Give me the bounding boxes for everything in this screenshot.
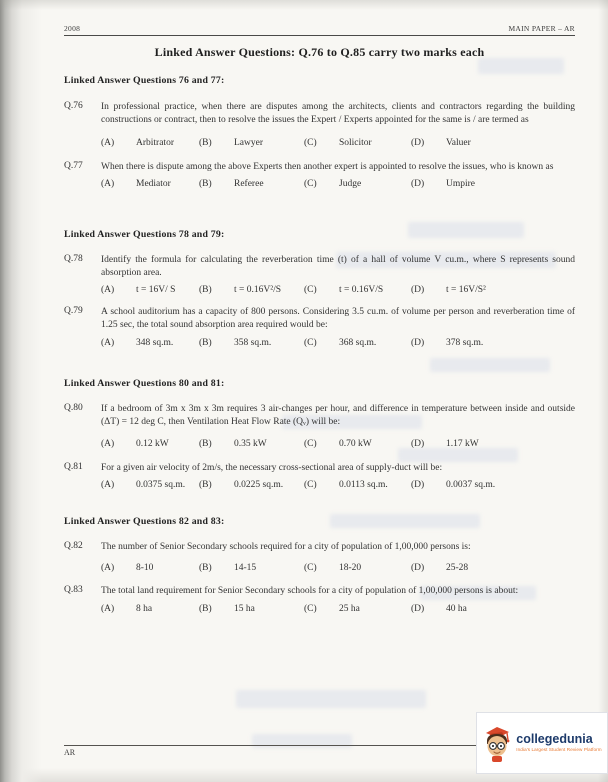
option-value: 8-10 xyxy=(136,563,154,573)
question-text: The total land requirement for Senior Secondary schools for a city of population of 1,00,000 persons is about: xyxy=(101,586,519,596)
option-label: (A) xyxy=(101,338,115,348)
section-heading-76-77: Linked Answer Questions 76 and 77: xyxy=(64,75,225,86)
collegedunia-mascot-icon xyxy=(482,724,512,762)
option-label: (B) xyxy=(199,285,212,295)
option-label: (D) xyxy=(411,480,425,490)
option-value: t = 0.16V²/S xyxy=(234,285,282,295)
option-label: (D) xyxy=(411,138,425,148)
header-paper-code: MAIN PAPER – AR xyxy=(508,24,575,33)
header-year: 2008 xyxy=(64,24,81,33)
question-q79 xyxy=(64,306,575,348)
section-heading-78-79: Linked Answer Questions 78 and 79: xyxy=(64,229,225,240)
question-text: A school auditorium has a capacity of 800 persons. Considering 3.5 cu.m. of volume per person and reverberation time of 1.25 sec, the total sound absorption area required would be: xyxy=(101,307,575,330)
question-text: If a bedroom of 3m x 3m x 3m requires 3 air-changes per hour, and difference in temperature between inside and outside (ΔT) = 12 deg C, then Ventilation Heat Flow Rate (Qᵥ) will be: xyxy=(101,404,575,427)
option-value: Lawyer xyxy=(234,138,264,148)
question-number: Q.79 xyxy=(64,306,83,316)
option-value: 25 ha xyxy=(339,604,360,614)
option-value: 0.0225 sq.m. xyxy=(234,480,284,490)
option-value: Judge xyxy=(339,179,362,189)
option-label: (B) xyxy=(199,138,212,148)
option-value: 0.35 kW xyxy=(234,439,267,449)
question-text: When there is dispute among the above Experts then another expert is appointed to resolve the issues, who is known as xyxy=(101,162,554,172)
question-q80 xyxy=(64,403,575,449)
question-number: Q.76 xyxy=(64,101,83,111)
option-label: (C) xyxy=(304,179,317,189)
options-row xyxy=(101,285,575,295)
option-label: (C) xyxy=(304,439,317,449)
question-q81 xyxy=(64,462,575,490)
options-row xyxy=(101,338,575,348)
options-row xyxy=(101,563,575,573)
option-value: Arbitrator xyxy=(136,138,174,148)
option-label: (D) xyxy=(411,285,425,295)
option-value: 15 ha xyxy=(234,604,255,614)
options-row xyxy=(101,480,575,490)
question-text: The number of Senior Secondary schools required for a city of population of 1,00,000 persons is: xyxy=(101,542,471,552)
question-number: Q.81 xyxy=(64,462,83,472)
option-value: 0.0375 sq.m. xyxy=(136,480,186,490)
option-label: (B) xyxy=(199,179,212,189)
option-value: 14-15 xyxy=(234,563,257,573)
option-value: 8 ha xyxy=(136,604,153,614)
option-label: (D) xyxy=(411,338,425,348)
option-value: Referee xyxy=(234,179,264,189)
options-row xyxy=(101,439,575,449)
footer-paper-code: AR xyxy=(64,748,76,757)
question-q82 xyxy=(64,541,575,573)
option-value: 0.12 kW xyxy=(136,439,169,449)
section-heading-82-83: Linked Answer Questions 82 and 83: xyxy=(64,516,225,527)
option-value: 1.17 kW xyxy=(446,439,479,449)
collegedunia-tagline: India's Largest Student Review Platform xyxy=(516,746,602,752)
question-q76 xyxy=(64,101,575,148)
option-label: (D) xyxy=(411,439,425,449)
option-value: Mediator xyxy=(136,179,171,189)
footer-rule xyxy=(64,745,476,746)
question-q78 xyxy=(64,254,575,295)
question-number: Q.78 xyxy=(64,254,83,264)
option-value: Valuer xyxy=(446,138,471,148)
option-value: 358 sq.m. xyxy=(234,338,272,348)
options-row xyxy=(101,604,575,614)
option-label: (A) xyxy=(101,179,115,189)
option-label: (C) xyxy=(304,338,317,348)
question-text: For a given air velocity of 2m/s, the necessary cross-sectional area of supply-duct will be: xyxy=(101,463,443,473)
option-value: t = 0.16V/S xyxy=(339,285,384,295)
question-text: In professional practice, when there are disputes among the architects, clients and contractors regarding the building constructions or contract, then to resolve the issues the Expert / Experts appointed for the same is / are termed as xyxy=(101,102,575,125)
option-label: (C) xyxy=(304,138,317,148)
option-label: (D) xyxy=(411,179,425,189)
option-label: (C) xyxy=(304,285,317,295)
option-value: 0.0037 sq.m. xyxy=(446,480,496,490)
question-number: Q.83 xyxy=(64,585,83,595)
option-label: (A) xyxy=(101,285,115,295)
options-row xyxy=(101,138,575,148)
option-label: (A) xyxy=(101,604,115,614)
scan-artifact xyxy=(236,690,426,708)
option-value: 25-28 xyxy=(446,563,469,573)
question-number: Q.77 xyxy=(64,161,83,171)
option-label: (A) xyxy=(101,439,115,449)
question-q77 xyxy=(64,161,575,189)
option-value: Umpire xyxy=(446,179,476,189)
page-title: Linked Answer Questions: Q.76 to Q.85 carry two marks each xyxy=(154,45,485,59)
option-value: 348 sq.m. xyxy=(136,338,174,348)
option-value: 18-20 xyxy=(339,563,362,573)
option-value: t = 16V/ S xyxy=(136,285,176,295)
page-content xyxy=(64,24,575,614)
option-label: (C) xyxy=(304,480,317,490)
option-value: 0.0113 sq.m. xyxy=(339,480,388,490)
options-row xyxy=(101,179,575,189)
option-label: (A) xyxy=(101,138,115,148)
collegedunia-wordmark: collegedunia xyxy=(516,732,593,747)
question-text: Identify the formula for calculating the reverberation time (t) of a hall of volume V cu.m., where S represents sound absorption area. xyxy=(101,255,575,278)
option-label: (C) xyxy=(304,563,317,573)
option-value: 40 ha xyxy=(446,604,467,614)
option-label: (A) xyxy=(101,480,115,490)
option-label: (B) xyxy=(199,439,212,449)
option-label: (B) xyxy=(199,604,212,614)
option-value: Solicitor xyxy=(339,138,372,148)
option-value: 378 sq.m. xyxy=(446,338,484,348)
page-header xyxy=(64,24,575,36)
option-label: (D) xyxy=(411,604,425,614)
option-label: (B) xyxy=(199,480,212,490)
question-number: Q.80 xyxy=(64,403,83,413)
collegedunia-logo xyxy=(476,712,608,774)
option-value: 0.70 kW xyxy=(339,439,372,449)
question-number: Q.82 xyxy=(64,541,83,551)
option-value: t = 16V/S² xyxy=(446,285,486,295)
option-label: (B) xyxy=(199,563,212,573)
option-label: (D) xyxy=(411,563,425,573)
option-label: (A) xyxy=(101,563,115,573)
option-label: (B) xyxy=(199,338,212,348)
option-label: (C) xyxy=(304,604,317,614)
option-value: 368 sq.m. xyxy=(339,338,377,348)
question-q83 xyxy=(64,585,575,614)
section-heading-80-81: Linked Answer Questions 80 and 81: xyxy=(64,378,225,389)
